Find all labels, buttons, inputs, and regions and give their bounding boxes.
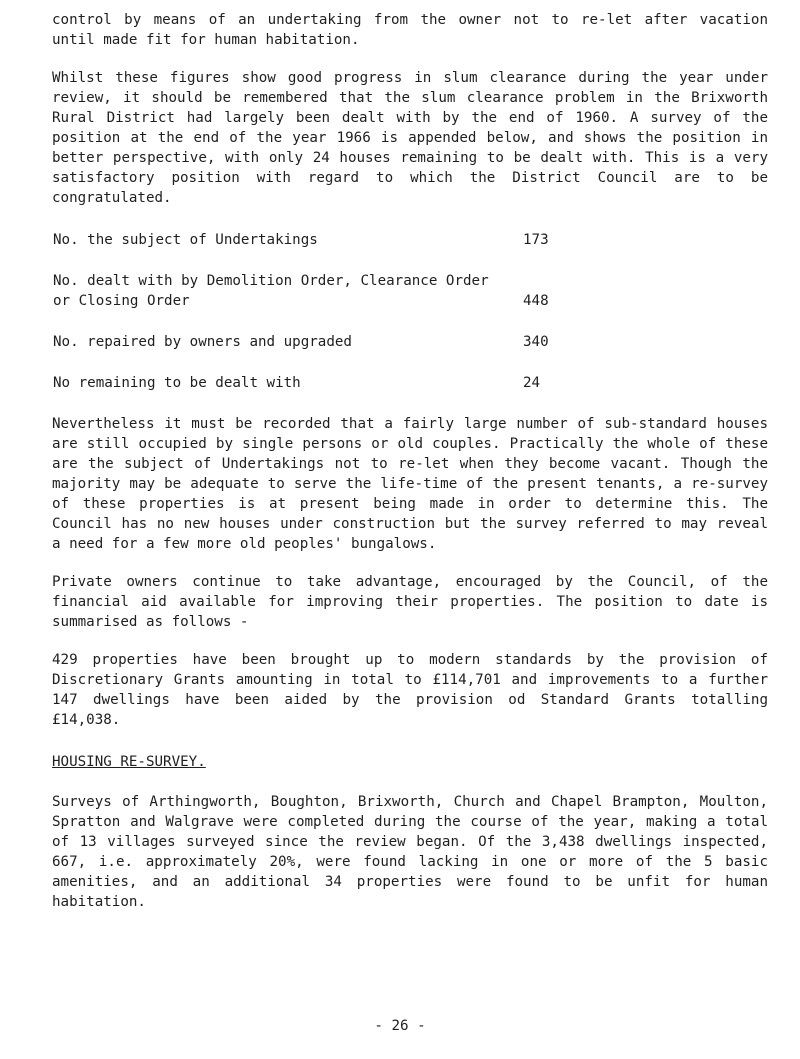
row-label: No. the subject of Undertakings — [53, 232, 318, 248]
table-row — [52, 373, 768, 393]
table-row — [52, 230, 768, 250]
summary-table — [52, 230, 768, 393]
paragraph-resurvey: Surveys of Arthingworth, Boughton, Brixworth, Church and Chapel Brampton, Moulton, Spratton and Walgrave were completed during the course of the year, making a total of 13 villages surveyed since the review began. Of the 3,438 dwellings inspected, 667, i.e. approximately 20%, were found lacking in one or more of the 5 basic amenities, and an additional 34 properties were found to be unfit for human habitation. — [52, 794, 768, 910]
paragraph-private-owners: Private owners continue to take advantage, encouraged by the Council, of the financial aid available for improving their properties. The position to date is summarised as follows - — [52, 574, 768, 630]
row-value: 448 — [523, 293, 549, 309]
paragraph-grants: 429 properties have been brought up to modern standards by the provision of Discretionary Grants amounting in total to £114,701 and improvements to a further 147 dwellings have been aided by the provision od Standard Grants totalling £14,038. — [52, 652, 768, 728]
table-row — [52, 332, 768, 352]
page-number: - 26 - — [374, 1018, 426, 1034]
row-value: 340 — [523, 334, 549, 350]
document-page — [52, 10, 768, 912]
row-label: No remaining to be dealt with — [53, 375, 301, 391]
row-value: 24 — [523, 375, 541, 391]
section-heading: HOUSING RE-SURVEY. — [52, 754, 206, 770]
paragraph-intro: Whilst these figures show good progress in slum clearance during the year under review, it should be remembered that the slum clearance problem in the Brixworth Rural District had largely been dealt with by the end of 1960. A survey of the position at the end of the year 1966 is appended below, and shows the position in better perspective, with only 24 houses remaining to be dealt with. This is a very satisfactory position with regard to which the District Council are to be congratulated. — [52, 70, 768, 206]
paragraph-nevertheless: Nevertheless it must be recorded that a fairly large number of sub-standard houses are still occupied by single persons or old couples. Practically the whole of these are the subject of Undertakings not to re-let when they become vacant. Though the majority may be adequate to serve the life-time of the present tenants, a re-survey of these properties is at present being made in order to determine this. The Council has no new houses under construction but the survey referred to may reveal a need for a few more old peoples' bungalows. — [52, 416, 768, 552]
row-label: No. repaired by owners and upgraded — [53, 334, 352, 350]
row-value: 173 — [523, 232, 549, 248]
paragraph-continued: control by means of an undertaking from the owner not to re-let after vacation until made fit for human habitation. — [52, 12, 768, 48]
row-label: No. dealt with by Demolition Order, Clearance Order or Closing Order — [53, 273, 489, 309]
table-row — [52, 271, 768, 311]
